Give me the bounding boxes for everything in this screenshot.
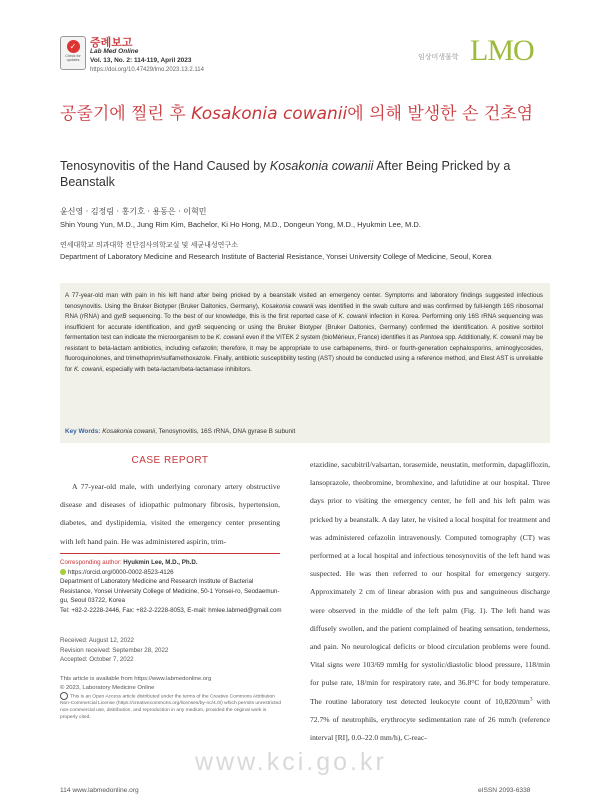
title-english: Tenosynovitis of the Hand Caused by Kosakonia cowanii After Being Pricked by a Beanstalk — [60, 159, 511, 189]
authors-english: Shin Young Yun, M.D., Jung Rim Kim, Bachelor, Ki Ho Hong, M.D., Dongeun Yong, M.D., Hyukmin Lee, M.D. — [60, 220, 421, 229]
affiliation-korean: 연세대학교 의과대학 진단검사의학교실 및 세균내성연구소 — [60, 241, 238, 249]
check-badge-label: Check for updates — [65, 54, 81, 62]
affiliation-english: Department of Laboratory Medicine and Research Institute of Bacterial Resistance, Yonsei University College of Medicine, Seoul, Korea — [60, 252, 492, 261]
watermark: www.kci.go.kr — [195, 748, 387, 776]
doi-link[interactable]: https://doi.org/10.47429/lmo.2023.13.2.114 — [90, 67, 204, 73]
body-left-column: A 77-year-old male, with underlying coronary artery obstructive disease and diseases of idiopathic pulmonary fibrosis, hypertension, diabetes, and dyslipidemia, visited the emergency center presenting with left hand pain. He was administered aspirin, trim- — [60, 482, 280, 546]
footer-page-url: 114 www.labmedonline.org — [60, 787, 139, 794]
check-for-updates-badge[interactable] — [60, 36, 86, 70]
orcid-icon — [60, 569, 66, 575]
journal-korean-name: 임상미생물학 — [418, 53, 459, 61]
section-heading-case-report: CASE REPORT — [131, 455, 209, 466]
bookmark-icon: ✓ — [67, 40, 80, 53]
journal-logo: LMO — [470, 34, 534, 67]
divider — [60, 553, 280, 554]
orcid-link[interactable]: https://orcid.org/0000-0002-8523-4126 — [68, 568, 174, 576]
journal-volume: Vol. 13, No. 2: 114-119, April 2023 — [90, 57, 192, 64]
keywords: Key Words: Kosakonia cowanii, Tenosynovitis, 16S rRNA, DNA gyrase B subunit — [65, 428, 296, 435]
body-right-column: etazidine, sacubitril/valsartan, torasemide, neustatin, metformin, dapagliflozin, lansoprazole, theobromine, bromhexine, and lafutidine at our hospital. Three days prior to visiting the emergency center, he fell and his left palm was pricked by a beanstalk. A day later, he visited a local hospital for treatment and was administered cefazolin intravenously. Computed tomography (CT) was performed at a local hospital and infectious tenosynovitis of the left hand was suspected. He was then referred to our hospital for emergency surgery. Approximately 2 cm of linear abrasion with pus and sanguineous discharge were observed in the middle of the left palm (Fig. 1). The left hand was diffusely swollen, and the patient complained of heating sensation, tenderness, and pain. No neurological deficits or blood circulation problems were found. Vital signs were 103/69 mmHg for systolic/diastolic blood pressure, 118/min for pulse rate, 18/min for respiratory rate, and 36.8°C for body temperature. The routine laboratory test detected leukocyte count of $10,820/mm^3$ with 72.7% of neutrophils, erythrocyte sedimentation rate of 26 mm/h (reference interval [RI], 0.0–22.0 mm/h), C-reac- — [310, 460, 550, 743]
footer-eissn: eISSN 2093-6338 — [478, 787, 531, 794]
creative-commons-icon — [60, 692, 68, 700]
correspondence-block: Corresponding author: Hyukmin Lee, M.D., Ph.D. https://orcid.org/0000-0002-8523-4126 Department of Laboratory Medicine and Research Institute of Bacterial Resistance, Yonsei University College of Medicine, 50-1 Yonsei-ro, Seodaemun-gu, Seoul 03722, Korea Tel: +82-2-2228-2446, Fax: +82-2-2228-8053, E-mail: hmlee.labmed@gmail.com — [60, 559, 282, 614]
article-category: 증례보고 — [90, 36, 133, 49]
authors-korean: 윤신영 · 김정림 · 홍기호 · 용동은 · 이혁민 — [60, 207, 207, 216]
license-block: This article is available from https://www.labmedonline.org © 2023, Laboratory Medicine Online This is an Open Access article distributed under the terms of the Creative Commons Attribution Non-Commercial License (https://creativecommons.org/licenses/by-nc/4.0/) which permits unrestricted non-commercial use, distribution, and reproduction in any medium, provided the original work is properly cited. — [60, 676, 281, 721]
journal-name: Lab Med Online — [90, 48, 139, 55]
article-dates: Received: August 12, 2022 Revision received: September 28, 2022 Accepted: October 7, 2022 — [60, 637, 169, 664]
abstract-text: A 77-year-old man with pain in his left hand after being pricked by a beanstalk visited an emergency center. Symptoms and laboratory findings suggested infectious tenosynovitis. Using the Bruker Biotyper (Bruker Daltonics, Germany), Kosakonia cowanii was identified in the swab culture and was confirmed by full-length 16S ribosomal RNA (rRNA) and gyrB sequencing. To the best of our knowledge, this is the first reported case of K. cowanii infection in Korea. Performing only 16S rRNA sequencing was insufficient for accurate identification, and gyrB sequencing or using the Bruker Biotyper (Bruker Daltonics, Germany) confirmed the identification. A positive sorbitol fermentation test can indicate the microorganism to be K. cowanii even if the VITEK 2 system (bioMérieux, France) identifies it as Pantoea spp. Additionally, K. cowanii may be resistant to beta-lactam antibiotics, including cefazolin; therefore, it may be appropriate to use carbapenems, third- or fourth-generation cephalosporins, aminoglycosides, fluoroquinolones, and trimethoprim/sulfamethoxazole. Finally, antibiotic susceptibility testing (AST) should be conducted using a reference method, and Etest AST is unreliable for K. cowanii, especially with beta-lactam/beta-lactamase inhibitors. — [65, 292, 544, 373]
title-korean: 공줄기에 찔린 후 Kosakonia cowanii에 의해 발생한 손 건초염 — [60, 104, 534, 124]
